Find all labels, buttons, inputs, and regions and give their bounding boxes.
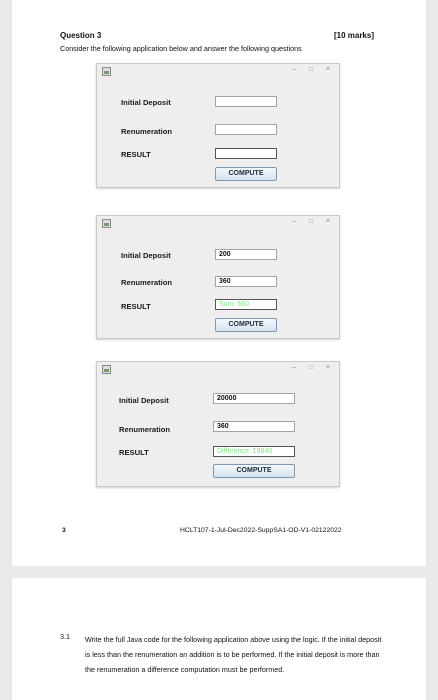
- app-window-empty: [96, 63, 340, 188]
- result-label: RESULT: [121, 302, 151, 311]
- compute-button[interactable]: COMPUTE: [215, 318, 277, 332]
- initial-deposit-field[interactable]: 20000: [213, 393, 295, 404]
- compute-button[interactable]: COMPUTE: [213, 464, 295, 478]
- result-label: RESULT: [121, 150, 151, 159]
- app-window-sum: [96, 215, 340, 339]
- document-page-1: [12, 0, 426, 566]
- initial-deposit-field[interactable]: 200: [215, 249, 277, 260]
- renumeration-label: Renumeration: [121, 127, 173, 136]
- compute-button[interactable]: COMPUTE: [215, 167, 277, 181]
- minimize-icon[interactable]: –: [292, 218, 296, 225]
- maximize-icon[interactable]: □: [309, 67, 313, 73]
- initial-deposit-label: Initial Deposit: [119, 396, 169, 405]
- app-window-difference: [96, 361, 340, 487]
- close-icon[interactable]: ×: [325, 66, 330, 73]
- java-app-icon: [102, 219, 111, 228]
- result-field: [215, 148, 277, 159]
- renumeration-field[interactable]: 360: [213, 421, 295, 432]
- subquestion-number: 3.1: [60, 632, 70, 641]
- minimize-icon[interactable]: –: [292, 364, 296, 371]
- initial-deposit-label: Initial Deposit: [121, 98, 171, 107]
- window-titlebar[interactable]: [97, 64, 339, 78]
- close-icon[interactable]: ×: [325, 364, 330, 371]
- close-icon[interactable]: ×: [325, 218, 330, 225]
- document-page-2: [12, 578, 426, 700]
- maximize-icon[interactable]: □: [309, 219, 313, 225]
- java-app-icon: [102, 365, 111, 374]
- initial-deposit-field[interactable]: [215, 96, 277, 107]
- minimize-icon[interactable]: –: [292, 66, 296, 73]
- result-field: Sum: 560: [215, 299, 277, 310]
- result-label: RESULT: [119, 448, 149, 457]
- java-app-icon: [102, 67, 111, 76]
- question-title: Question 3: [60, 31, 102, 40]
- window-titlebar[interactable]: [97, 362, 339, 376]
- maximize-icon[interactable]: □: [309, 365, 313, 371]
- document-code: HCLT107-1-Jul-Dec2022-SuppSA1-OD-V1-02122022: [180, 527, 342, 534]
- renumeration-label: Renumeration: [121, 278, 173, 287]
- question-marks: [10 marks]: [333, 31, 374, 40]
- question-intro: Consider the following application below and answer the following questions: [60, 44, 302, 53]
- renumeration-field[interactable]: 360: [215, 276, 277, 287]
- window-titlebar[interactable]: [97, 216, 339, 230]
- page-number: 3: [62, 527, 66, 534]
- initial-deposit-label: Initial Deposit: [121, 251, 171, 260]
- result-field: Difference: 19640: [213, 446, 295, 457]
- renumeration-field[interactable]: [215, 124, 277, 135]
- renumeration-label: Renumeration: [119, 425, 171, 434]
- subquestion-text: Write the full Java code for the following application above using the logic. If the initial deposit is less than the renumeration an addition is to be performed. If the initial deposit is more than the renumeration a difference computation must be performed.: [85, 635, 382, 674]
